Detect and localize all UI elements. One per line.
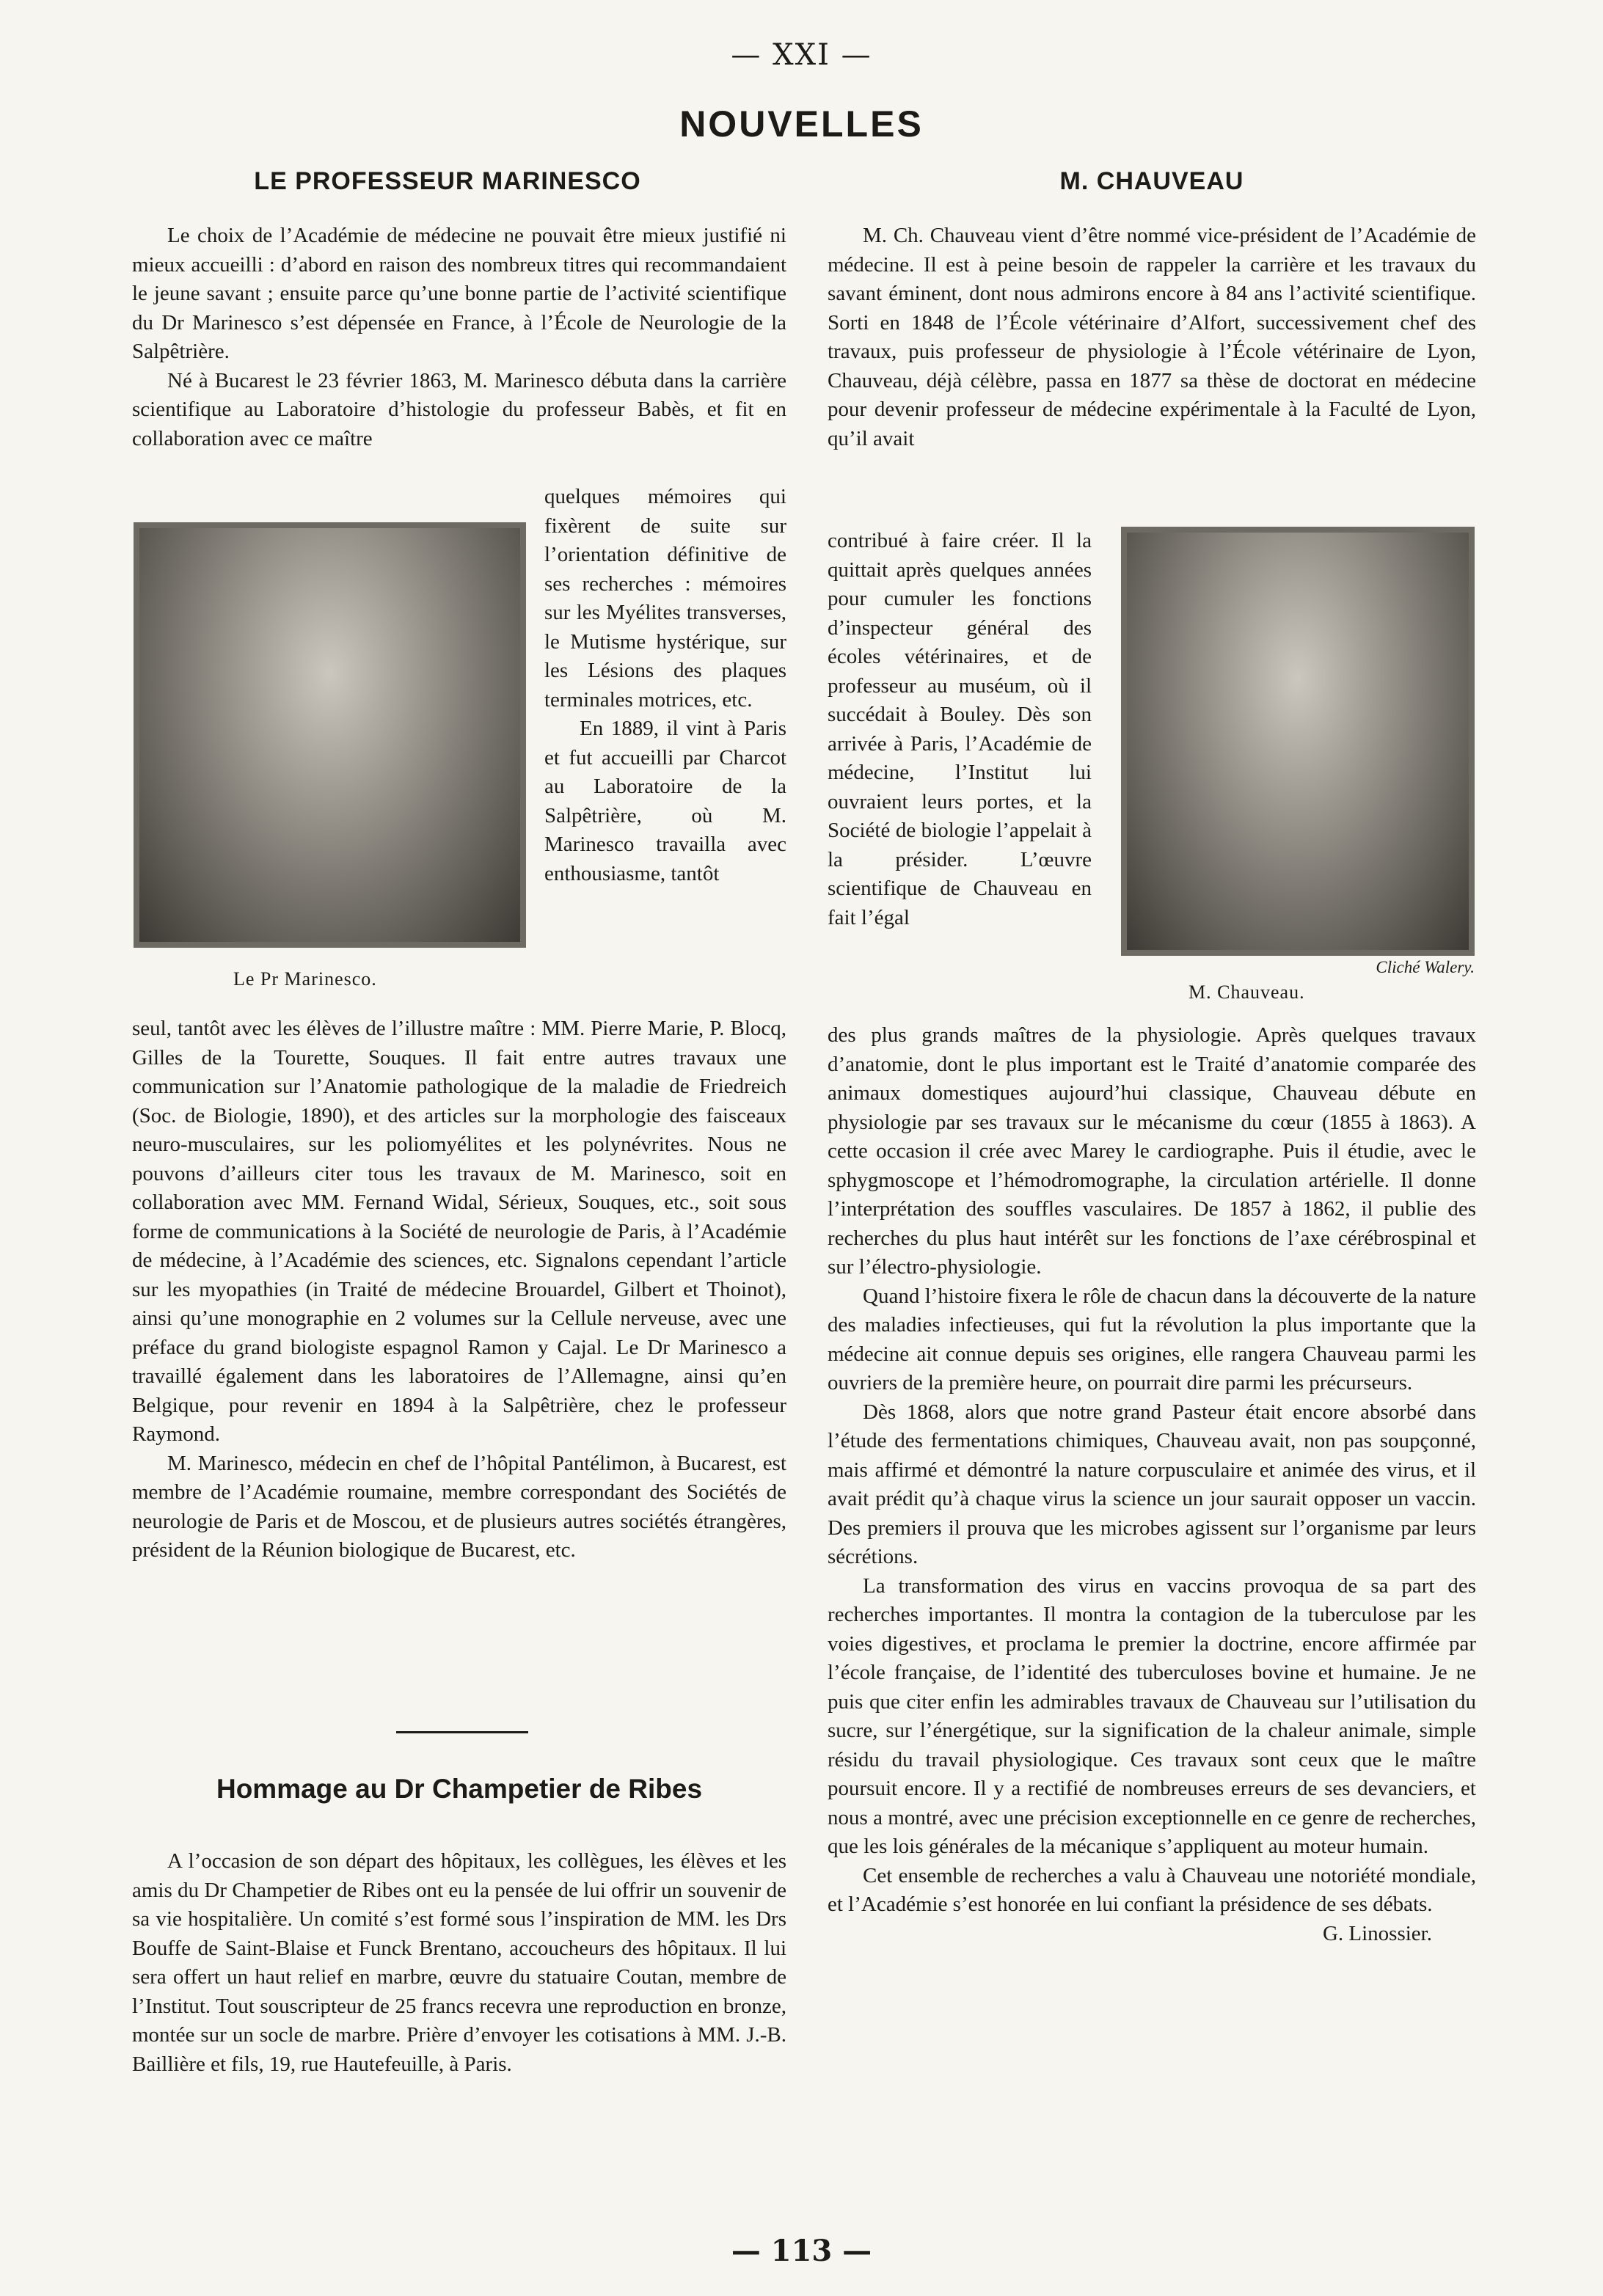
paragraph: M. Ch. Chauveau vient d’être nommé vice-président de l’Académie de médecine. Il est à peine besoin de rappeler la carrière et les travaux du savant éminent, dont nous admirons encore à 84 ans l’activité scientifique. Sorti en 1848 de l’École vétérinaire d’Alfort, successivement chef des travaux, puis professeur de physiologie à l’École vétérinaire de Lyon, Chauveau, déjà célèbre, passa en 1877 sa thèse de doctorat en médecine pour devenir professeur de médecine expérimentale à la Faculté de Lyon, qu’il avait [828,224,1476,450]
left-article-title: LE PROFESSEUR MARINESCO [254,167,641,195]
paragraph: La transformation des virus en vaccins provoqua de sa part des recherches importantes. Il montra la contagion de la tuberculose par les voies digestives, et proclama le premier la doctrine, encore affirmée par l’école française, de l’identité des tuberculoses bovine et humaine. Je ne puis que citer enfin les admirables travaux de Chauveau sur l’utilisation du sucre, sur l’énergétique, sur la signification de la chaleur animale, simple résidu du travail physiologique. Ces travaux sont ceux que le maître poursuit encore. Il y a rectifié de nombreuses erreurs de ses devanciers, et nous a montré, avec une précision exceptionnelle en ce genre de recherches, que les lois générales de la mécanique s’appliquent au moteur humain. [828,1573,1476,1858]
hommage-text [132,1847,786,2079]
left-article-body [132,1014,786,1565]
paragraph: M. Marinesco, médecin en chef de l’hôpital Pantélimon, à Bucarest, est membre de l’Académie roumaine, membre correspondant des Sociétés de neurologie de Paris et de Moscou, et de plusieurs autres sociétés étrangères, président de la Réunion biologique de Bucarest, etc. [132,1451,786,1562]
section-title: NOUVELLES [679,103,924,145]
paragraph: Dès 1868, alors que notre grand Pasteur était encore absorbé dans l’étude des fermentations chimiques, Chauveau avait, non pas soupçonné, mais affirmé et démontré la nature corpusculaire et animée des virus, et il avait prédit qu’à chaque virus la science un jour saurait opposer un vaccin. Des premiers il prouva que les microbes agissent sur l’organisme par leurs sécrétions. [828,1400,1476,1568]
paragraph: Né à Bucarest le 23 février 1863, M. Marinesco débuta dans la carrière scientifique au Laboratoire d’histologie du professeur Babès, et fit en collaboration avec ce maître [132,368,786,450]
paragraph: Cet ensemble de recherches a valu à Chauveau une notoriété mondiale, et l’Académie s’est honorée en lui confiant la présidence de ses débats. [828,1863,1476,1916]
paragraph: seul, tantôt avec les élèves de l’illustre maître : MM. Pierre Marie, P. Blocq, Gilles de la Tourette, Souques. Il fait entre autres travaux une communication sur l’Anatomie pathologique de la maladie de Friedreich (Soc. de Biologie, 1890), et des articles sur la morphologie des faisceaux neuro-musculaires, sur les poliomyélites et les polynévrites. Nous ne pouvons d’ailleurs citer tous les travaux de M. Marinesco, soit en collaboration avec MM. Fernand Widal, Sérieux, Souques, etc., soit sous forme de communications à la Société de neurologie de Paris, à l’Académie de médecine, à l’Académie des sciences, etc. Signalons cependant l’article sur les myopathies (in Traité de médecine Brouardel, Gilbert et Thoinot), ainsi qu’une monographie en 2 volumes sur la Cellule nerveuse, avec une préface du grand biologiste espagnol Ramon y Cajal. Le Dr Marinesco a travaillé également dans les laboratoires de l’Allemagne, ainsi qu’en Belgique, pour revenir en 1894 à la Salpêtrière, chez le professeur Raymond. [132,1017,786,1446]
right-article-title: M. CHAUVEAU [1059,167,1244,195]
right-article-body [828,1021,1476,1948]
photo-credit: Cliché Walery. [1376,958,1475,976]
running-head: — XXI — [731,38,872,72]
left-article-wrap-text [544,483,786,888]
divider [396,1731,528,1733]
paragraph: Quand l’histoire fixera le rôle de chacun dans la découverte de la nature des maladies infectieuses, qui fut la révolution la plus importante que la médecine ait connue depuis ses origines, elle rangera Chauveau parmi les ouvriers de la première heure, on pourrait dire parmi les précurseurs. [828,1284,1476,1394]
marinesco-portrait [134,522,526,948]
paragraph: contribué à faire créer. Il la quittait après quelques années pour cumuler les fonctions d’inspecteur général des écoles vétérinaires, et de professeur au muséum, où il succédait à Bouley. Dès son arrivée à Paris, l’Académie de médecine, l’Institut lui ouvraient leurs portes, et la Société de biologie l’appelait à la présider. L’œuvre scientifique de Chauveau en fait l’égal [828,529,1092,929]
author-signature: G. Linossier. [1322,1921,1432,1945]
paragraph: des plus grands maîtres de la physiologie. Après quelques travaux d’anatomie, dont le plus important est le Traité d’anatomie comparée des animaux domestiques aujourd’hui classique, Chauveau débute en physiologie par ses travaux sur le mécanisme du cœur (1855 à 1863). A cette occasion il crée avec Marey le cardiographe. Puis il étudie, avec le sphygmoscope et l’hémodromographe, la circulation artérielle. Il donne l’interprétation des souffles vasculaires. De 1857 à 1862, il publie des recherches du plus haut intérêt sur les fonctions de l’axe cérébrospinal et sur l’électro-physiologie. [828,1023,1476,1279]
chauveau-portrait [1121,527,1475,956]
photo-caption: M. Chauveau. [1188,981,1305,1003]
right-article-wrap-text [828,527,1092,932]
paragraph: quelques mémoires qui fixèrent de suite sur l’orientation définitive de ses recherches : mémoires sur les Myélites transverses, le Mutisme hystérique, sur les Lésions des plaques terminales motrices, etc. [544,485,786,712]
photo-caption: Le Pr Marinesco. [233,968,377,990]
paragraph: Le choix de l’Académie de médecine ne pouvait être mieux justifié ni mieux accueilli : d’abord en raison des nombreux titres qui recommandaient le jeune savant ; ensuite parce qu’une bonne partie de l’activité scientifique du Dr Marinesco s’est dépensée en France, à l’École de Neurologie de la Salpêtrière. [132,224,786,363]
right-article-intro [828,222,1476,453]
paragraph: A l’occasion de son départ des hôpitaux, les collègues, les élèves et les amis du Dr Champetier de Ribes ont eu la pensée de lui offrir un souvenir de sa vie hospitalière. Un comité s’est formé sous l’inspiration de MM. les Drs Bouffe de Saint-Blaise et Funck Brentano, accoucheurs des hôpitaux. Il lui sera offert un haut relief en marbre, œuvre du statuaire Coutan, membre de l’Institut. Tout souscripteur de 25 francs recevra une reproduction en bronze, montée sur un socle de marbre. Prière d’envoyer les cotisations à MM. J.-B. Baillière et fils, 19, rue Hautefeuille, à Paris. [132,1849,786,2076]
page-number: — 113 — [731,2234,872,2268]
paragraph: En 1889, il vint à Paris et fut accueilli par Charcot au Laboratoire de la Salpêtrière, où M. Marinesco travailla avec enthousiasme, tantôt [544,717,786,885]
hommage-title: Hommage au Dr Champetier de Ribes [216,1774,703,1804]
left-article-intro [132,222,786,453]
